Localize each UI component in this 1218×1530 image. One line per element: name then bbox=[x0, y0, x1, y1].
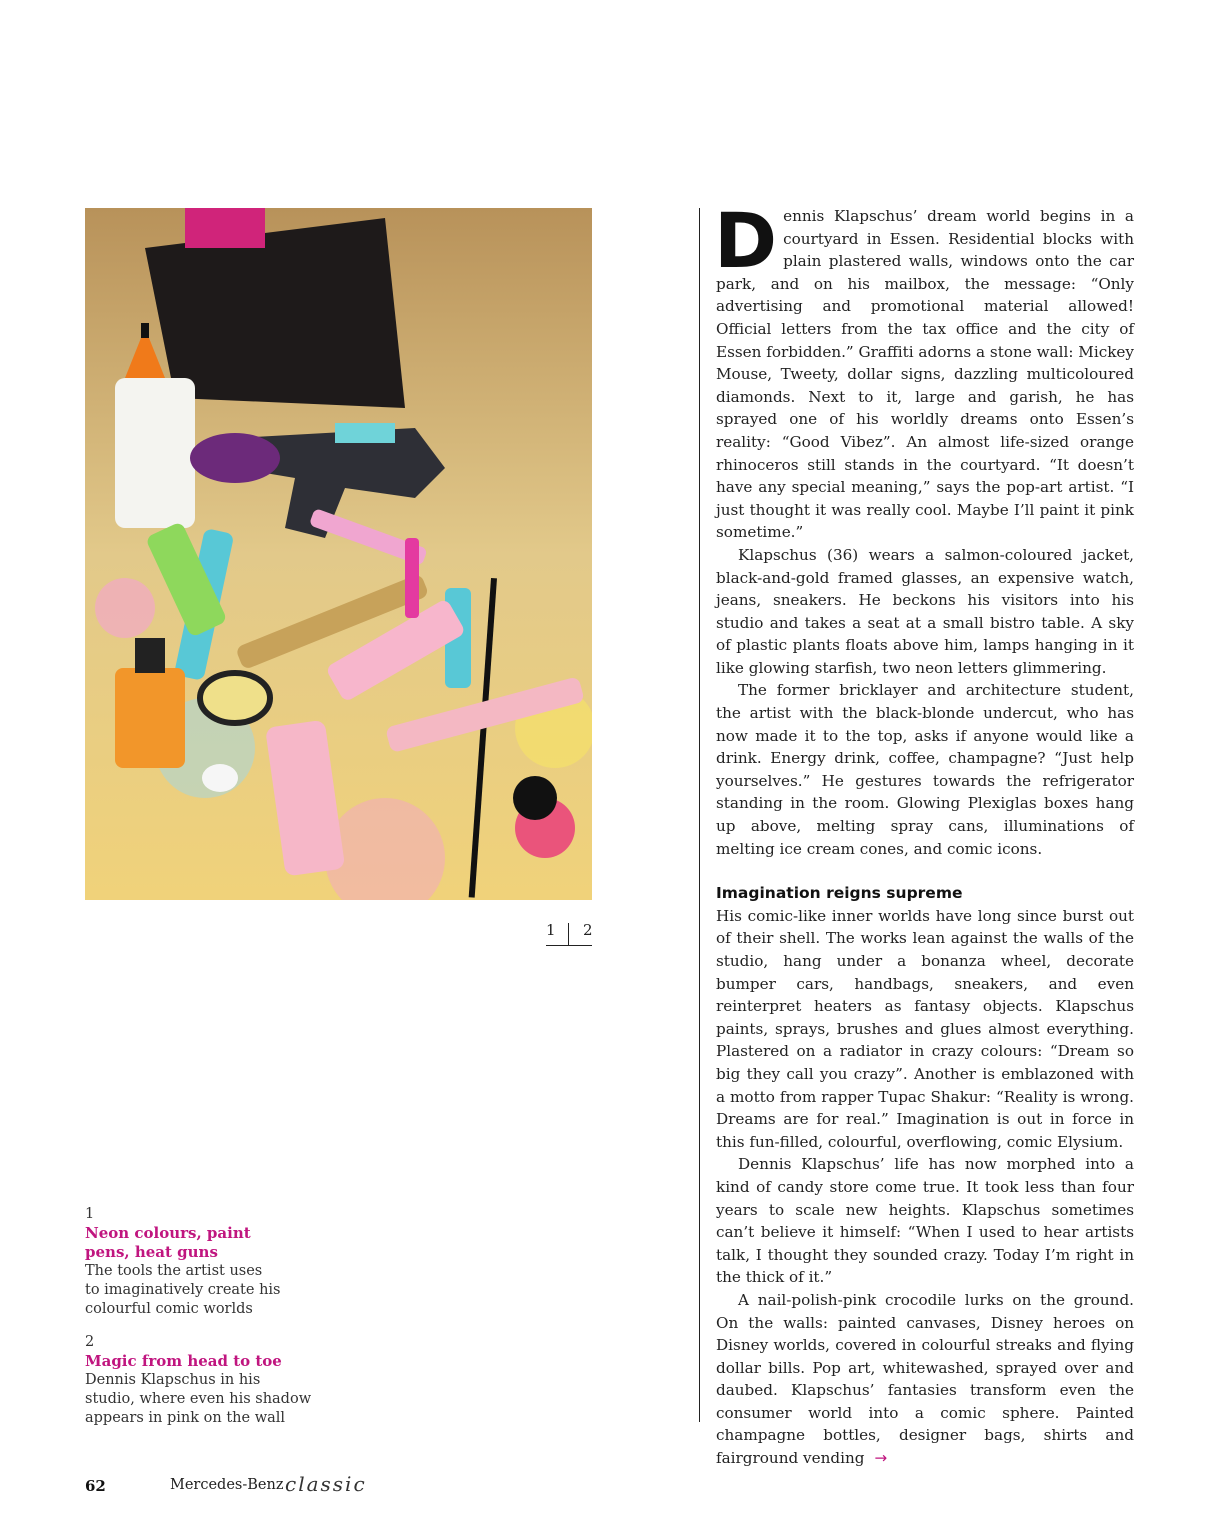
caption-title: pens, heat guns bbox=[85, 1243, 218, 1261]
publication-brand: Mercedes-Benz bbox=[170, 1477, 284, 1493]
caption-title: Neon colours, paint bbox=[85, 1224, 251, 1242]
caption-number: 2 bbox=[85, 1334, 95, 1350]
drop-cap: D bbox=[714, 196, 778, 285]
paragraph-text: ennis Klapschus’ dream world begins in a courtyard in Essen. Residential blocks with plain plastered walls, windows onto the car park, and on his mailbox, the message: “Only advertising and promotional material allowed! Official letters from the tax office and the city of Essen forbidden.” Graffiti adorns a stone wall: Mickey Mouse, Tweety, dollar signs, dazzling multicoloured diamonds. Next to it, large and garish, he has sprayed one of his worldly dreams onto Essen’s reality: “Good Vibez”. An almost life-sized orange rhinoceros still stands in the courtyard. “It doesn’t have any special meaning,” says the pop-art artist. “I just thought it was really cool. Maybe I’ll paint it pink sometime.” bbox=[716, 207, 1134, 542]
article-paragraph bbox=[714, 196, 1134, 544]
caption-text: appears in pink on the wall bbox=[85, 1410, 286, 1426]
paragraph-text: A nail-polish-pink crocodile lurks on the ground. On the walls: painted canvases, Disney heroes on Disney worlds, covered in colourful streaks and flying dollar bills. Pop art, whitewashed, sprayed over and daubed. Klapschus’ fantasies transform even the consumer world into a comic sphere. Painted champagne bottles, designer bags, shirts and fairground vending bbox=[716, 1290, 1134, 1468]
section-subheading: Imagination reigns supreme bbox=[716, 884, 963, 903]
photo-indicator-2: 2 bbox=[583, 921, 593, 939]
article-paragraph: His comic-like inner worlds have long since burst out of their shell. The works lean against the walls of the studio, hang under a bonanza wheel, decorate bumper cars, handbags, sneakers, and even reinterpret heaters as fantasy objects. Klapschus paints, sprays, brushes and glues almost everything. Plastered on a radiator in crazy colours: “Dream so big they call you crazy”. Another is emblazoned with a motto from rapper Tupac Shakur: “Reality is wrong. Dreams are for real.” Imagination is out in force in this fun-filled, colourful, overflowing, comic Elysium. bbox=[716, 906, 1134, 1151]
article-paragraph: The former bricklayer and architecture student, the artist with the black-blonde undercut, who has now made it to the top, asks if anyone would like a drink. Energy drink, coffee, champagne? “Just help yourselves.” He gestures towards the refrigerator standing in the room. Glowing Plexiglas boxes hang up above, melting spray cans, illuminations of melting ice cream cones, and comic icons. bbox=[716, 681, 1134, 858]
article-body bbox=[714, 196, 1134, 1470]
photo-indicator bbox=[546, 921, 592, 946]
page-footer bbox=[85, 1474, 485, 1498]
column-divider bbox=[699, 208, 700, 1422]
caption-text: to imaginatively create his bbox=[85, 1282, 281, 1298]
caption-2 bbox=[85, 1333, 315, 1428]
caption-title: Magic from head to toe bbox=[85, 1352, 282, 1370]
photo-indicator-1: 1 bbox=[546, 921, 556, 939]
article-paragraph: Dennis Klapschus’ life has now morphed into a kind of candy store come true. It took less than four years to scale new heights. Klapschus sometimes can’t believe it himself: “When I used to hear artists talk, I thought they sounded crazy. Today I’m right in the thick of it.” bbox=[716, 1155, 1134, 1287]
publication-brand-script: classic bbox=[285, 1472, 367, 1496]
caption-text: Dennis Klapschus in his bbox=[85, 1372, 261, 1388]
caption-text: colourful comic worlds bbox=[85, 1301, 253, 1317]
caption-1 bbox=[85, 1205, 315, 1319]
caption-text: The tools the artist uses bbox=[85, 1263, 263, 1279]
photo-indicator-divider bbox=[568, 923, 569, 945]
page-number: 62 bbox=[85, 1477, 106, 1495]
article-photo bbox=[85, 208, 592, 900]
caption-number: 1 bbox=[85, 1206, 95, 1222]
photo-captions bbox=[85, 1205, 315, 1442]
article-paragraph bbox=[716, 1289, 1134, 1470]
article-paragraph: Klapschus (36) wears a salmon-coloured jacket, black-and-gold framed glasses, an expensive watch, jeans, sneakers. He beckons his visitors into his studio and takes a seat at a small bistro table. A sky of plastic plants floats above him, lamps hanging in it like glowing starfish, two neon letters glimmering. bbox=[716, 545, 1134, 677]
continue-arrow-icon: → bbox=[874, 1449, 888, 1468]
caption-text: studio, where even his shadow bbox=[85, 1391, 312, 1407]
